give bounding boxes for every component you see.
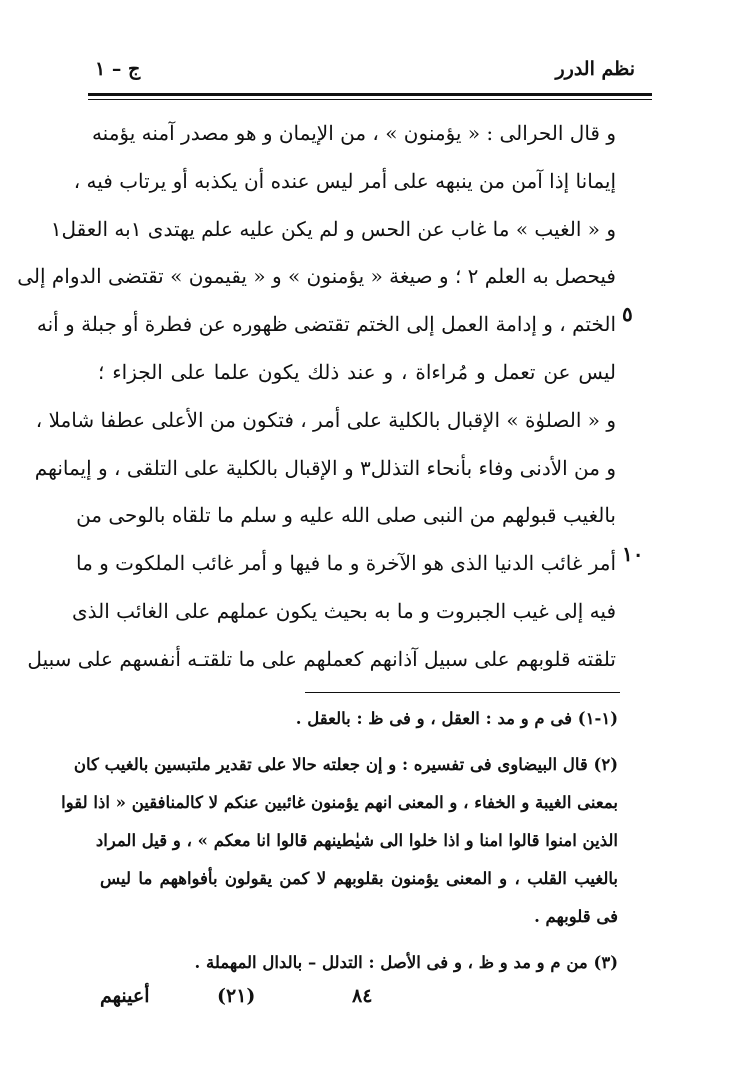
line-number-5: ٥	[622, 302, 633, 326]
text-line: ليس عن تعمل و مُراءاة ، و عند ذلك يكون علما على الجزاء ؛	[98, 359, 616, 384]
page-number: ٨٤	[352, 985, 373, 1007]
volume-number: ج – ١	[95, 58, 141, 80]
footnote-rule	[305, 692, 620, 693]
main-text	[17, 110, 616, 684]
footnote-3: (٣) من م و مد و ظ ، و فى الأصل : التدلل – بالدال المهملة .	[194, 953, 618, 972]
footnote-2-line: فى قلوبهم .	[534, 907, 618, 926]
page-footer	[100, 985, 660, 1015]
footnote-2-line: بالغيب القلب ، و المعنى يؤمنون بقلوبهم لا كمن يقولون بأفواههم ما ليس	[100, 869, 618, 888]
text-line: و « الصلوٰة » الإقبال بالكلية على أمر ، فتكون من الأعلى عطفا شاملا ،	[35, 407, 616, 432]
page-header	[85, 58, 635, 88]
text-line: أمر غائب الدنيا الذى هو الآخرة و ما فيها و أمر غائب الملكوت و ما	[75, 551, 616, 576]
text-line: و قال الحرالى : « يؤمنون » ، من الإيمان و هو مصدر آمنه يؤمنه	[91, 121, 616, 145]
text-line: فيه إلى غيب الجبروت و ما به بحيث يكون عملهم على الغائب الذى	[72, 598, 616, 623]
text-line: و من الأدنى وفاء بأنحاء التذلل٣ و الإقبال بالكلية على التلقى ، و إيمانهم	[34, 455, 616, 480]
footnote-2-line: بمعنى الغيبة و الخفاء ، و المعنى انهم يؤمنون غائبين عنكم لا كالمنافقين « اذا لقوا	[61, 793, 618, 812]
catchword: أعينهم	[100, 985, 150, 1007]
header-rule-thick	[88, 93, 652, 96]
footnotes	[61, 700, 618, 982]
header-rule-thin	[88, 99, 652, 100]
footnote-2-line: (٢) قال البيضاوى فى تفسيره : و إن جعلته حالا على تقدير ملتبسين بالغيب كان	[73, 755, 618, 774]
footnote-2-line: الذين امنوا قالوا امنا و اذا خلوا الى شيٰطينهم قالوا انا معكم » ، و قيل المراد	[95, 831, 618, 850]
line-number-10: ١٠	[622, 542, 644, 566]
text-line: إيمانا إذا آمن من ينبهه على أمر ليس عنده أن يكذبه أو يرتاب فيه ،	[73, 168, 616, 193]
text-line: بالغيب قبولهم من النبى صلى الله عليه و سلم ما تلقاه بالوحى من	[76, 503, 616, 528]
text-line: فيحصل به العلم ٢ ؛ و صيغة « يؤمنون » و « يقيمون » تقتضى الدوام إلى	[17, 264, 616, 289]
running-title: نظم الدرر	[555, 58, 635, 80]
section-number: (٢١)	[217, 985, 256, 1007]
footnote-1: (١-١) فى م و مد : العقل ، و فى ظ : بالعقل .	[295, 709, 618, 728]
text-line: تلقته قلوبهم على سبيل آذانهم كعملهم على ما تلقتـه أنفسهم على سبيل	[27, 646, 616, 671]
text-line: الختم ، و إدامة العمل إلى الختم تقتضى ظهوره عن فطرة أو جبلة و أنه	[36, 312, 616, 337]
text-line: و « الغيب » ما غاب عن الحس و لم يكن عليه علم يهتدى ١به العقل١	[50, 216, 616, 241]
